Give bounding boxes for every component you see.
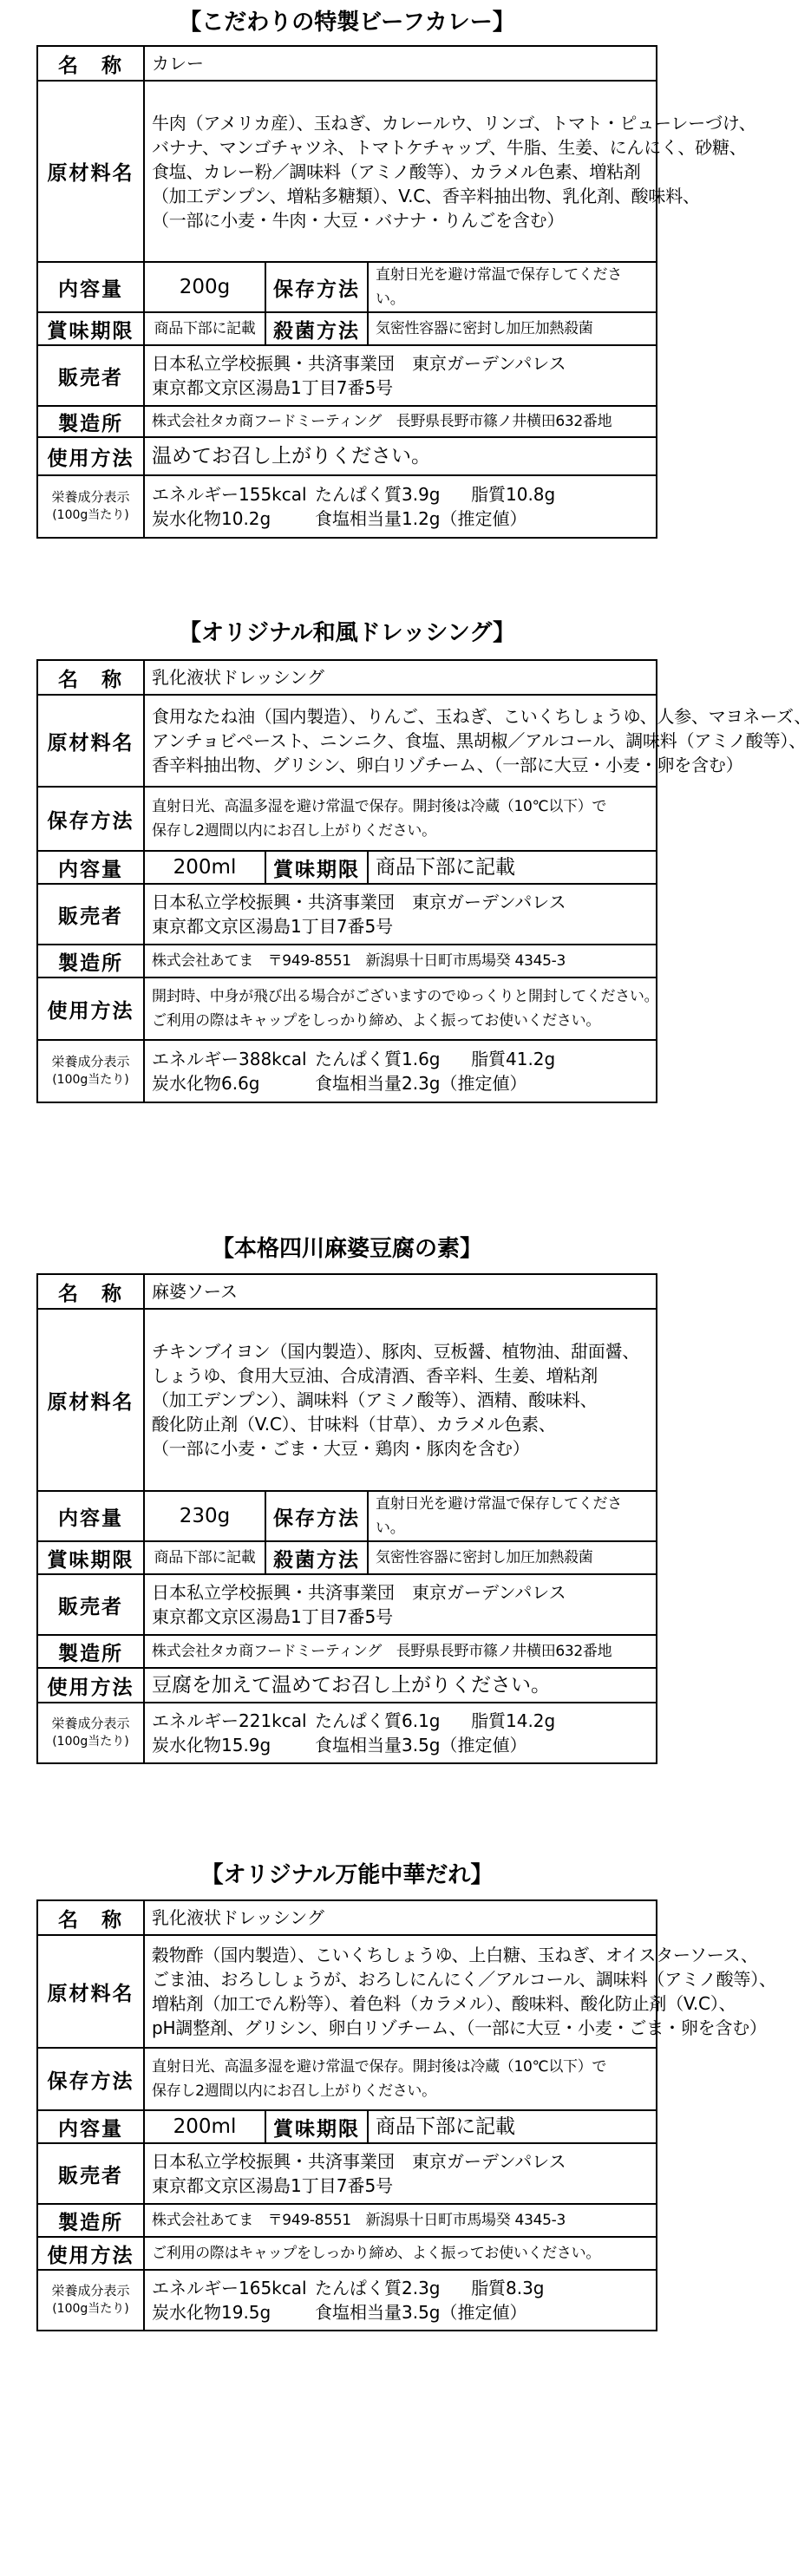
label-manufacturer: 製造所 [37,1635,144,1668]
label-ingredients: 原材料名 [37,1935,144,2048]
fat: 脂質14.2g [471,1710,556,1731]
content-value: 200ml [144,2110,265,2143]
label-storage: 保存方法 [265,1491,368,1541]
content-value: 200ml [144,851,265,884]
energy: エネルギー388kcal [152,1049,307,1069]
manufacturer-value: 株式会社タカ商フードミーティング 長野県長野市篠ノ井横田632番地 [144,406,657,437]
product-name: 乳化液状ドレッシング [144,660,657,695]
manufacturer-value: 株式会社あてま 〒949-8551 新潟県十日町市馬場癸 4345-3 [144,2204,657,2237]
product-name: 乳化液状ドレッシング [144,1900,657,1935]
label-sterilization: 殺菌方法 [265,1541,368,1574]
expiry-value: 商品下部に記載 [368,851,657,884]
label-ingredients: 原材料名 [37,81,144,262]
label-storage: 保存方法 [37,2048,144,2110]
ingredients-line: （加工デンプン）、調味料（アミノ酸等）、酒精、酸味料、 [152,1389,598,1410]
content-value: 200g [144,262,265,312]
label-ingredients: 原材料名 [37,695,144,787]
spec-table [36,45,756,539]
nutrition-basis: (100g当たり) [52,1073,129,1087]
usage-value: 温めてお召し上がりください。 [144,437,657,475]
storage-line: 直射日光、高温多湿を避け常温で保存。開封後は冷蔵（10℃以下）で [152,2058,607,2076]
label-content: 内容量 [37,851,144,884]
seller-value [144,1574,657,1635]
product-name: 麻婆ソース [144,1274,657,1309]
storage-value [144,787,657,851]
seller-line: 東京都文京区湯島1丁目7番5号 [152,1606,394,1627]
protein: たんぱく質6.1g [315,1710,441,1731]
nutrition-basis: (100g当たり) [52,508,129,522]
nutrition-label: 栄養成分表示 [51,1716,130,1731]
content-value: 230g [144,1491,265,1541]
salt-equivalent: 食塩相当量3.5g（推定値） [315,1735,527,1755]
nutrition-values [144,1703,657,1763]
label-ingredients: 原材料名 [37,1309,144,1491]
usage-value [144,977,657,1040]
ingredients [144,1309,657,1491]
carbohydrate: 炭水化物6.6g [152,1073,260,1094]
ingredients [144,1935,776,2048]
fat: 脂質8.3g [471,2278,545,2298]
ingredients [144,695,811,787]
nutrition-label: 栄養成分表示 [51,2283,130,2298]
salt-equivalent: 食塩相当量1.2g（推定値） [315,508,527,529]
salt-equivalent: 食塩相当量3.5g（推定値） [315,2302,527,2323]
label-seller: 販売者 [37,345,144,406]
ingredients [144,81,756,262]
storage-line: 保存し2週間以内にお召し上がりください。 [152,2082,436,2100]
storage-value: 直射日光を避け常温で保存してください。 [368,1491,657,1541]
storage-line: 保存し2週間以内にお召し上がりください。 [152,822,436,840]
spec-table [36,659,811,1103]
seller-line: 日本私立学校振興・共済事業団 東京ガーデンパレス [152,353,566,374]
label-expiry: 賞味期限 [37,312,144,345]
label-manufacturer: 製造所 [37,945,144,977]
label-usage: 使用方法 [37,437,144,475]
label-seller: 販売者 [37,884,144,945]
label-usage: 使用方法 [37,1668,144,1703]
label-nutrition [37,475,144,538]
carbohydrate: 炭水化物15.9g [152,1735,271,1755]
seller-value [144,884,657,945]
ingredients-line: 食用なたね油（国内製造）、りんご、玉ねぎ、こいくちしょうゆ、人参、マヨネーズ、 [152,706,811,727]
ingredients-line: ごま油、おろししょうが、おろしにんにく／アルコール、調味料（アミノ酸等）、 [152,1969,776,1990]
expiry-value: 商品下部に記載 [144,312,265,345]
label-expiry: 賞味期限 [265,2110,368,2143]
storage-value: 直射日光を避け常温で保存してください。 [368,262,657,312]
energy: エネルギー155kcal [152,484,307,505]
label-content: 内容量 [37,1491,144,1541]
nutrition-values [144,1040,657,1102]
carbohydrate: 炭水化物10.2g [152,508,271,529]
label-sterilization: 殺菌方法 [265,312,368,345]
usage-line: ご利用の際はキャップをしっかり締め、よく振ってお使いください。 [152,1012,601,1030]
storage-line: 直射日光、高温多湿を避け常温で保存。開封後は冷蔵（10℃以下）で [152,798,607,815]
label-content: 内容量 [37,2110,144,2143]
ingredients-line: （一部に小麦・牛肉・大豆・バナナ・りんごを含む） [152,209,565,231]
product-title: 【こだわりの特製ビーフカレー】 [179,10,515,36]
label-name: 名 称 [37,660,144,695]
nutrition-basis: (100g当たり) [52,2302,129,2316]
salt-equivalent: 食塩相当量2.3g（推定値） [315,1073,527,1094]
spec-table [36,1273,657,1764]
ingredients-line: （一部に小麦・ごま・大豆・鶏肉・豚肉を含む） [152,1438,530,1459]
seller-value [144,345,657,406]
label-storage: 保存方法 [37,787,144,851]
expiry-value: 商品下部に記載 [144,1541,265,1574]
label-name: 名 称 [37,1274,144,1309]
seller-line: 日本私立学校振興・共済事業団 東京ガーデンパレス [152,892,566,912]
label-storage: 保存方法 [265,262,368,312]
fat: 脂質10.8g [471,484,556,505]
label-name: 名 称 [37,46,144,81]
fat: 脂質41.2g [471,1049,556,1069]
usage-value: ご利用の際はキャップをしっかり締め、よく振ってお使いください。 [144,2237,657,2270]
protein: たんぱく質1.6g [315,1049,441,1069]
label-seller: 販売者 [37,1574,144,1635]
seller-line: 東京都文京区湯島1丁目7番5号 [152,2175,394,2196]
nutrition-label: 栄養成分表示 [51,1054,130,1069]
ingredients-line: 穀物酢（国内製造）、こいくちしょうゆ、上白糖、玉ねぎ、オイスターソース、 [152,1945,758,1965]
nutrition-values [144,475,657,538]
label-name: 名 称 [37,1900,144,1935]
label-nutrition [37,1040,144,1102]
usage-value: 豆腐を加えて温めてお召し上がりください。 [144,1668,657,1703]
sterilization-value: 気密性容器に密封し加圧加熱殺菌 [368,1541,657,1574]
energy: エネルギー221kcal [152,1710,307,1731]
label-usage: 使用方法 [37,2237,144,2270]
seller-value [144,2143,657,2204]
product-title: 【オリジナル和風ドレッシング】 [178,620,516,646]
ingredients-line: 香辛料抽出物、グリシン、卵白リゾチーム、（一部に大豆・小麦・卵を含む） [152,755,743,775]
label-usage: 使用方法 [37,977,144,1040]
nutrition-values [144,2270,657,2331]
ingredients-line: チキンブイヨン（国内製造）、豚肉、豆板醤、植物油、甜面醤、 [152,1341,640,1362]
label-nutrition [37,1703,144,1763]
nutrition-label: 栄養成分表示 [51,489,130,505]
seller-line: 東京都文京区湯島1丁目7番5号 [152,916,394,937]
nutrition-basis: (100g当たり) [52,1735,129,1749]
carbohydrate: 炭水化物19.5g [152,2302,271,2323]
ingredients-line: （加工デンプン、増粘多糖類）、V.C、香辛料抽出物、乳化剤、酸味料、 [152,185,700,206]
ingredients-line: しょうゆ、食用大豆油、合成清酒、香辛料、生姜、増粘剤 [152,1365,598,1386]
manufacturer-value: 株式会社あてま 〒949-8551 新潟県十日町市馬場癸 4345-3 [144,945,657,977]
sterilization-value: 気密性容器に密封し加圧加熱殺菌 [368,312,657,345]
label-content: 内容量 [37,262,144,312]
usage-line: 開封時、中身が飛び出る場合がございますのでゆっくりと開封してください。 [152,988,659,1005]
label-expiry: 賞味期限 [37,1541,144,1574]
ingredients-line: 食塩、カレー粉／調味料（アミノ酸等）、カラメル色素、増粘剤 [152,160,641,182]
ingredients-line: バナナ、マンゴチャツネ、トマトケチャップ、牛脂、生姜、にんにく、砂糖、 [152,136,747,158]
product-title: 【本格四川麻婆豆腐の素】 [211,1236,482,1262]
ingredients-line: 牛肉（アメリカ産）、玉ねぎ、カレールウ、リンゴ、トマト・ピューレーづけ、 [152,112,756,134]
seller-line: 日本私立学校振興・共済事業団 東京ガーデンパレス [152,1582,566,1603]
ingredients-line: 増粘剤（加工でん粉等）、着色料（カラメル）、酸味料、酸化防止剤（V.C）、 [152,1993,736,2014]
ingredients-line: アンチョビペースト、ニンニク、食塩、黒胡椒／アルコール、調味料（アミノ酸等）、 [152,730,806,751]
product-name: カレー [144,46,657,81]
ingredients-line: pH調整剤、グリシン、卵白リゾチーム、（一部に大豆・小麦・ごま・卵を含む） [152,2017,767,2038]
label-manufacturer: 製造所 [37,406,144,437]
ingredients-line: 酸化防止剤（V.C）、甘味料（甘草）、カラメル色素、 [152,1414,556,1435]
protein: たんぱく質2.3g [315,2278,441,2298]
energy: エネルギー165kcal [152,2278,307,2298]
manufacturer-value: 株式会社タカ商フードミーティング 長野県長野市篠ノ井横田632番地 [144,1635,657,1668]
label-expiry: 賞味期限 [265,851,368,884]
spec-table [36,1899,776,2331]
label-seller: 販売者 [37,2143,144,2204]
seller-line: 日本私立学校振興・共済事業団 東京ガーデンパレス [152,2151,566,2172]
expiry-value: 商品下部に記載 [368,2110,657,2143]
protein: たんぱく質3.9g [315,484,441,505]
seller-line: 東京都文京区湯島1丁目7番5号 [152,377,394,398]
label-manufacturer: 製造所 [37,2204,144,2237]
storage-value [144,2048,657,2110]
product-title: 【オリジナル万能中華だれ】 [200,1862,494,1888]
label-nutrition [37,2270,144,2331]
